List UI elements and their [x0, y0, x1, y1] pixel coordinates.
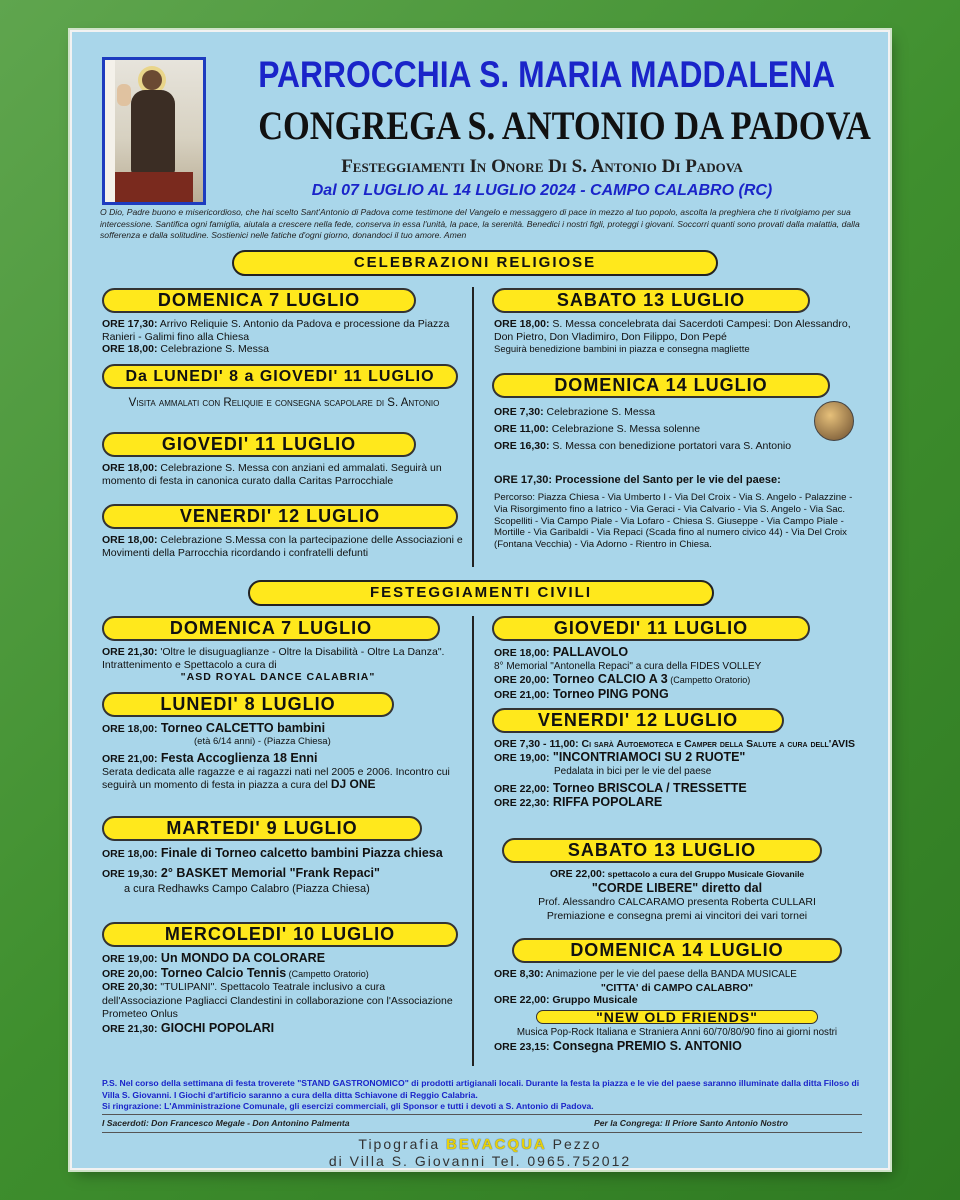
day-title: DOMENICA 7 LUGLIO — [102, 616, 440, 641]
day-title: GIOVEDI' 11 LUGLIO — [492, 616, 810, 641]
typography-credit: Tipografia BEVACQUA Pezzo di Villa S. Giovanni Tel. 0965.752012 — [328, 1136, 632, 1168]
footer-rule-bottom — [102, 1132, 862, 1133]
event-text: ORE 18,00: Finale di Torneo calcetto bambini Piazza chiesa ORE 19,30: 2° BASKET Memorial "Frank Repaci" a cura Redhawks Campo Calabro (Piazza Chiesa) — [102, 846, 443, 895]
event-text: ORE 17,30: Arrivo Reliquie S. Antonio da Padova e processione da Piazza Ranieri - Galimi fino alla Chiesa ORE 18,00: Celebrazione S. Messa — [102, 318, 450, 356]
day-title: GIOVEDI' 11 LUGLIO — [102, 432, 416, 457]
day-title: DOMENICA 14 LUGLIO — [492, 373, 830, 398]
title-parrocchia: PARROCCHIA S. MARIA MADDALENA — [258, 54, 836, 95]
day-title: VENERDI' 12 LUGLIO — [102, 504, 458, 529]
footer-rule-top — [102, 1114, 862, 1115]
column-divider-bottom — [472, 616, 474, 1066]
event-text: ORE 21,30: 'Oltre le disuguaglianze - Oltre la Disabilità - Oltre La Danza". Intrattenimento e Spettacolo a cura di "ASD ROYAL DANCE CALABRIA" — [102, 646, 445, 684]
column-divider-top — [472, 287, 474, 567]
day-title: MERCOLEDI' 10 LUGLIO — [102, 922, 458, 947]
day-title: SABATO 13 LUGLIO — [502, 838, 822, 863]
statue-base — [115, 172, 193, 202]
ps-note: P.S. Nel corso della settimana di festa troverete "STAND GASTRONOMICO" di prodotti artigianali locali. Durante la festa la piazza e le vie del paese saranno illuminate dalla ditta Filoso di Villa S. Giovanni. I Giochi d'artificio saranno a cura della ditta Schiavone di Reggio Calabria. Si ringrazione: L'Amministrazione Comunale, gli esercizi commerciali, gli Sponsor e tutti i devoti a S. Antonio di Padova. — [102, 1078, 860, 1111]
event-text: ORE 18,00: S. Messa concelebrata dai Sacerdoti Campesi: Don Alessandro, Don Pietro, Don Vladimiro, Don Filippo, Don Pepé Seguirà benedizione bambini in piazza e consegna magliette — [494, 318, 851, 356]
day-title: DOMENICA 7 LUGLIO — [102, 288, 416, 313]
congrega-signature: Per la Congrega: Il Priore Santo Antonio Nostro — [594, 1118, 789, 1128]
saint-body-shape — [131, 90, 175, 174]
event-text: ORE 18,00: PALLAVOLO 8° Memorial "Antonella Repaci" a cura della FIDES VOLLEY ORE 20,00: Torneo CALCIO A 3 (Campetto Oratorio) ORE 21,00: Torneo PING PONG — [494, 645, 762, 701]
event-text: ORE 22,00: spettacolo a cura del Gruppo Musicale Giovanile "CORDE LIBERE" diretto dal Prof. Alessandro CALCARAMO presenta Roberta CULLARI Premiazione e consegna premi ai vincitori dei vari tornei — [538, 868, 816, 922]
procession-title: ORE 17,30: Processione del Santo per le vie del paese: — [494, 474, 781, 486]
event-text: ORE 18,00: Torneo CALCETTO bambini (età 6/14 anni) - (Piazza Chiesa) ORE 21,00: Festa Accoglienza 18 Enni Serata dedicata alle ragazze e ai ragazzi nati nel 2005 e 2006. Incontro cui seguirà un momento di festa in piazza a cura del DJ ONE — [102, 721, 450, 792]
photo-pillar — [105, 60, 115, 202]
poster — [72, 32, 888, 1168]
day-title: VENERDI' 12 LUGLIO — [492, 708, 784, 733]
event-text: ORE 16,30: S. Messa con benedizione portatori vara S. Antonio — [494, 440, 792, 452]
event-text: ORE 19,00: Un MONDO DA COLORARE ORE 20,00: Torneo Calcio Tennis (Campetto Oratorio) ORE 20,30: "TULIPANI". Spettacolo Teatrale inclusivo a cura dell'Associazione Pagliacci Clandestini in collaborazione con l'Associazione Prometeo Onlus ORE 21,30: GIOCHI POPOLARI — [102, 951, 453, 1035]
saint-medallion — [814, 401, 854, 441]
event-text: ORE 18,00: Celebrazione S.Messa con la partecipazione delle Associazioni e Movimenti della Parrocchia ricordando i confratelli defunti — [102, 534, 463, 559]
day-title: SABATO 13 LUGLIO — [492, 288, 810, 313]
banner-civili: FESTEGGIAMENTI CIVILI — [248, 580, 714, 606]
saint-head-shape — [142, 70, 162, 90]
banner-religiose: CELEBRAZIONI RELIGIOSE — [232, 250, 718, 276]
event-text: ORE 7,30: Celebrazione S. Messa ORE 11,00: Celebrazione S. Messa solenne — [494, 406, 701, 435]
child-shape — [117, 84, 131, 106]
event-text: ORE 8,30: Animazione per le vie del paese della BANDA MUSICALE "CITTA' di CAMPO CALABRO" ORE 22,00: Gruppo Musicale "NEW OLD FRIENDS" Musica Pop-Rock Italiana e Straniera Anni 60/70/80/90 fino ai giorni nostri ORE 23,15: Consegna PREMIO S. ANTONIO — [494, 968, 838, 1053]
title-congrega: CONGREGA S. ANTONIO DA PADOVA — [258, 103, 871, 148]
day-title: MARTEDI' 9 LUGLIO — [102, 816, 422, 841]
priests-signature: I Sacerdoti: Don Francesco Megale - Don Antonino Palmenta — [102, 1118, 350, 1128]
day-title: DOMENICA 14 LUGLIO — [512, 938, 842, 963]
prayer-text: O Dio, Padre buono e misericordioso, che hai scelto Sant'Antonio di Padova come testimone del Vangelo e messaggero di pace in mezzo al tuo popolo, ascolta la preghiera che ti rivolgiamo per sua intercessione. Santifica ogni famiglia, aiutala a crescere nella fede, conserva in essa l'unità, la pace, la serenità. Benedici i nostri figli, proteggi i giovani. Soccorri quanti sono provati dalla malattia, dalla sofferenza e dalla solitudine. Sostienici nelle fatiche d'ogni giorno, donandoci il tuo amore. Amen — [100, 207, 860, 240]
subtitle: Festeggiamenti In Onore Di S. Antonio Di Padova — [341, 156, 743, 177]
event-text: ORE 18,00: Celebrazione S. Messa con anziani ed ammalati. Seguirà un momento di festa in canonica curato dalla Caritas Parrocchiale — [102, 462, 442, 487]
day-title: Da LUNEDI' 8 a GIOVEDI' 11 LUGLIO — [102, 364, 458, 389]
event-text: ORE 7,30 - 11,00: Ci sarà Autoemoteca e Camper della Salute a cura dell'AVIS ORE 19,00: "INCONTRIAMOCI SU 2 RUOTE" Pedalata in bici per le vie del paese ORE 22,00: Torneo BRISCOLA / TRESSETTE ORE 22,30: RIFFA POPOLARE — [494, 738, 855, 809]
day-title: LUNEDI' 8 LUGLIO — [102, 692, 394, 717]
saint-photo — [102, 57, 206, 205]
dates-line: Dal 07 LUGLIO AL 14 LUGLIO 2024 - CAMPO CALABRO (RC) — [311, 182, 773, 199]
procession-route: Percorso: Piazza Chiesa - Via Umberto I - Via Del Croix - Via S. Angelo - Palazzine - Via Risorgimento fino a Iatrico - Via Geraci - Via Calvario - Via S. Angelo - Via Sac. Scopelliti - Via Campo Piale - Via Lofaro - Chiesa S. Giuseppe - Via Campo Piale - Mortille - Via Garibaldi - Via Repaci (Scada fino al numero civico 44) - Via Del Croix (Fontana Vecchia) - Via Adorno - Rientro in Chiesa. — [494, 492, 853, 551]
event-text: Visita ammalati con Reliquie e consegna scapolare di S. Antonio — [128, 397, 440, 409]
